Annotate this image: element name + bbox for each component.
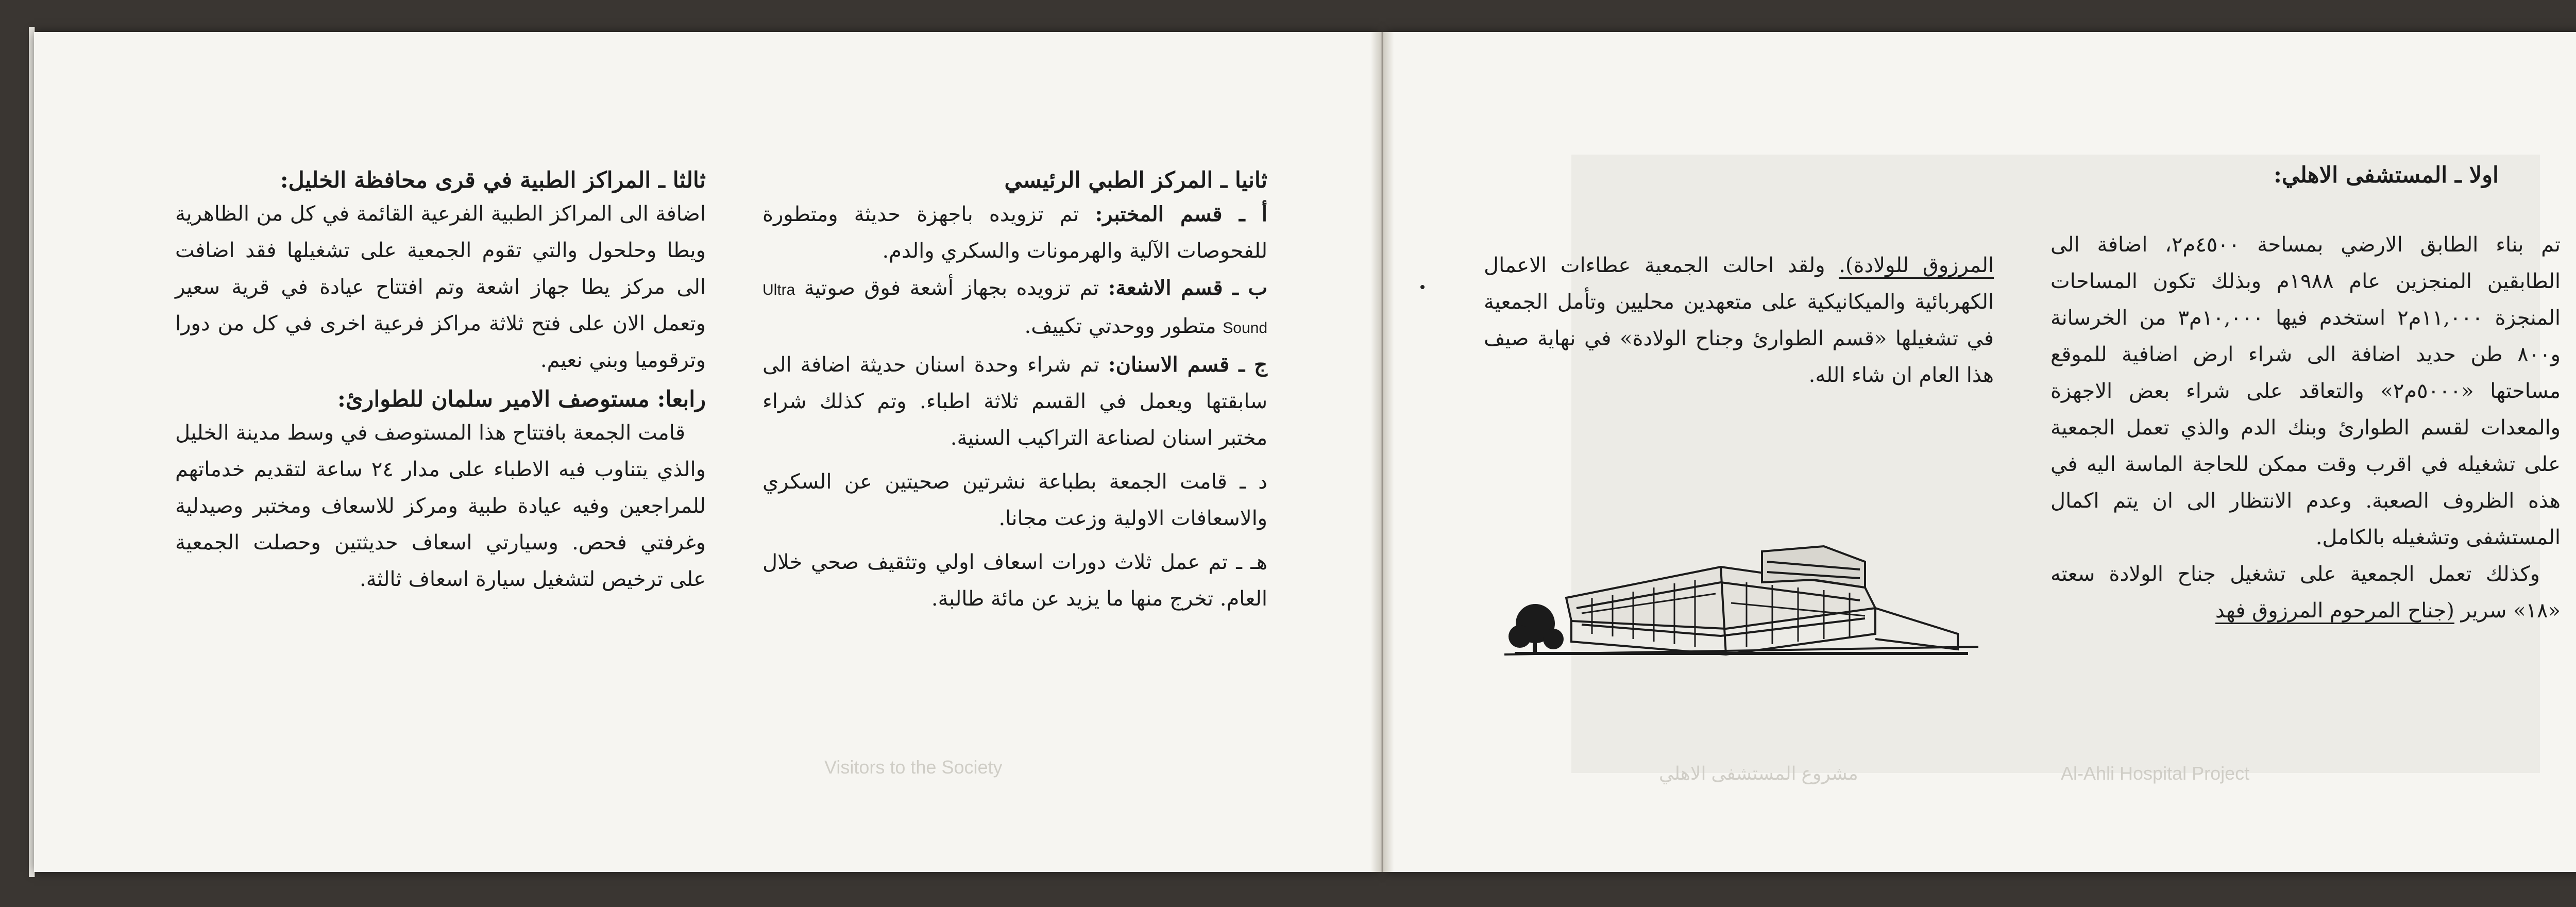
- courses-item: هـ ـ تم عمل ثلاث دورات اسعاف اولي وتثقيف صحي خلال العام. تخرج منها ما يزيد عن مائة طالبة.: [762, 550, 1267, 611]
- section-one-heading: اولا ـ المستشفى الاهلي:: [2273, 162, 2499, 188]
- section-four-paragraph: قامت الجمعة بافتتاح هذا المستوصف في وسط مدينة الخليل والذي يتناوب فيه الاطباء على مدار ٢٤ ساعة لتقديم خدماتهم للمراجعين وفيه عيادة طبية ومركز للاسعاف ومختبر وصيدلية وغرفتي فحص. وسيارتي اسعاف حديثتين وحصلت الجمعية على ترخيص لتشغيل سيارة اسعاف ثالثة.: [175, 421, 706, 591]
- radiology-text: تم تزويده بجهاز أشعة فوق صوتية: [804, 276, 1099, 300]
- hospital-building-illustration: [1504, 531, 1978, 665]
- section-four-heading: رابعا: مستوصف الامير سلمان للطوارئ:: [337, 387, 706, 412]
- bleed-through-text: Visitors to the Society: [824, 757, 1003, 778]
- dental-text: تم شراء وحدة اسنان حديثة اضافة الى سابقتها ويعمل في القسم ثلاثة اطباء. وتم كذلك شراء مختبر اسنان لصناعة التراكيب السنية.: [762, 353, 1267, 450]
- radiology-latin: Ultra Sound: [762, 281, 1267, 337]
- hospital-column-left: [1484, 247, 1994, 394]
- lab-item: [762, 196, 1267, 270]
- lab-text: تم تزويده باجهزة حديثة ومتطورة للفحوصات الآلية والهرمونات والسكري والدم.: [762, 203, 1267, 263]
- section-two-heading: ثانيا ـ المركز الطبي الرئيسي: [1004, 167, 1267, 193]
- hospital-paragraph-2: [2050, 556, 2561, 629]
- maternity-wing-name-cont: المرزوق للولادة).: [1839, 254, 1994, 279]
- hospital-paragraph-1: تم بناء الطابق الارضي بمساحة ٤٥٠٠م٢، اضافة الى الطابقين المنجزين عام ١٩٨٨م وبذلك تكون المساحات المنجزة ١١,٠٠٠م٢ استخدم فيها ١٠,٠٠٠م٣ من الخرسانة و٨٠٠ طن حديد اضافة الى شراء ارض اضافية للموقع مساحتها «٥٠٠٠م٢» والتعاقد على شراء بعض الاجهزة والمعدات لقسم الطوارئ وبنك الدم والذي تعمل الجمعية على تشغيله في اقرب وقت ممكن للحاجة الماسة اليه في هذه الظروف الصعبة. وعدم الانتظار الى ان يتم اكمال المستشفى وتشغيله بالكامل.: [2050, 233, 2561, 549]
- book-spine: [1370, 32, 1394, 872]
- section-three-paragraph: اضافة الى المراكز الطبية الفرعية القائمة في كل من الظاهرية ويطا وحلحول والتي تقوم الجمعية على تشغيلها فقد اضافت الى مركز يطا جهاز اشعة وتم افتتاح عيادة في قرية سعير وتعمل الان على فتح ثلاثة مراكز فرعية اخرى في كل من دورا وترقوميا وبني نعيم.: [175, 202, 706, 372]
- hospital-paragraph-3: [1484, 247, 1994, 394]
- section-three-heading: ثالثا ـ المراكز الطبية في قرى محافظة الخليل:: [280, 167, 706, 193]
- bleed-through-caption-ar: مشروع المستشفى الاهلي: [1659, 763, 1858, 784]
- radiology-item: [762, 270, 1267, 346]
- lab-label: أ ـ قسم المختبر:: [1095, 202, 1267, 226]
- section-three-column: [175, 165, 706, 598]
- dental-item: [762, 346, 1267, 457]
- maternity-wing-name: (جناح المرحوم المرزوق فهد: [2215, 599, 2454, 624]
- maternity-text: وكذلك تعمل الجمعية على تشغيل جناح الولادة سعته «١٨» سرير: [2050, 562, 2561, 623]
- radiology-text-2: متطور ووحدتي تكييف.: [1024, 314, 1216, 338]
- dental-label: ج ـ قسم الاسنان:: [1108, 352, 1267, 377]
- bleed-through-caption-en: Al-Ahli Hospital Project: [2061, 763, 2250, 784]
- page-mark: [1420, 285, 1425, 289]
- tenders-text: ولقد احالت الجمعية عطاءات الاعمال الكهربائية والميكانيكية على متعهدين محليين وتأمل الجمعية في تشغيلها «قسم الطوارئ وجناح الولادة» في نهاية صيف هذا العام ان شاء الله.: [1484, 254, 1994, 387]
- radiology-label: ب ـ قسم الاشعة:: [1108, 276, 1268, 300]
- brochures-item: د ـ قامت الجمعة بطباعة نشرتين صحيتين عن السكري والاسعافات الاولية وزعت مجانا.: [762, 470, 1267, 530]
- section-two-column: [762, 165, 1267, 617]
- hospital-column-right: [2050, 227, 2561, 629]
